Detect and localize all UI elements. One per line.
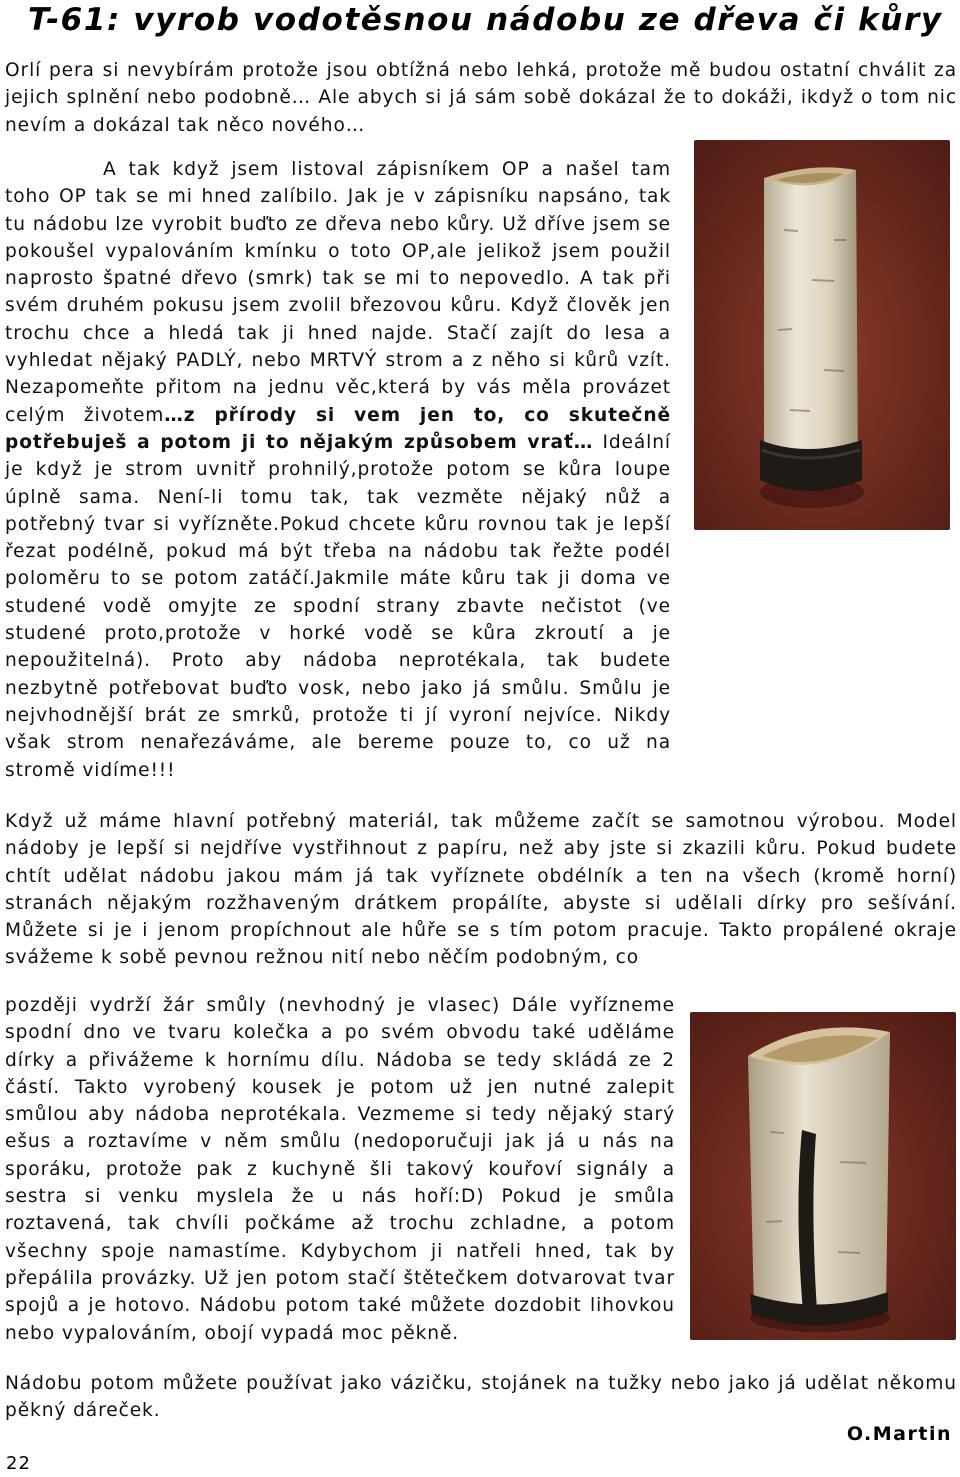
story-text-b: Ideální je když je strom uvnitř prohnilý,protože potom se kůra loupe úplně sama. Není-li tomu tak, tak vezměte nějaký nůž a potřebný tvar si vyřízněte.Pokud chcete kůru rovnou tak je lepší řezat podélně, pokud má být třeba na nádobu tak řežte podél poloměru to se potom zatáčí.Jakmile máte kůru tak ji doma ve studené vodě omyjte ze spodní strany zbavte nečistot (ve studené proto,protože v horké vodě se kůra zkroutí a je nepoužitelná). Proto aby nádoba neprotékala, tak budete nezbytně potřebovat buďto vosk, nebo jako já smůlu. Smůlu je nejvhodnější brát ze smrků, protože ti jí vyroní nejvíce. Nikdy však strom nenařezáváme, ale bereme pouze to, co už na stromě vidíme!!! <box>5 431 671 781</box>
intro-paragraph: Orlí pera si nevybírám protože jsou obtížná nebo lehká, protože mě budou ostatní chválit za jejich splnění nebo podobně… Ale abych si já sám sobě dokázal že to dokáži, ikdyž o tom nic nevím a dokázal tak něco nového… <box>5 60 957 136</box>
page-number: 22 <box>6 1453 31 1474</box>
page-title: T-61: vyrob vodotěsnou nádobu ze dřeva či kůry <box>28 2 943 38</box>
story-text-a: A tak když jsem listoval zápisníkem OP a našel tam toho OP tak se mi hned zalíbilo. Jak je v zápisníku napsáno, tak tu nádobu lze vyrobit buďto ze dřeva nebo kůry. Už dříve jsem se pokoušel vypalováním kmínku o toto OP,ale jelikož jsem použil naprosto špatné dřevo (smrk) tak se mi to nepovedlo. A tak při svém druhém pokusu jsem zvolil březovou kůru. Když člověk jen trochu chce a hledá tak ji hned najde. Stačí zajít do lesa a vyhledat nějaký PADLÝ, nebo MRTVÝ strom a z něho si kůrů vzít. Nezapomeňte přitom na jednu věc,která by vás měla provázet celým životem <box>5 159 671 426</box>
bark-vessel-seam-illustration <box>690 1012 956 1340</box>
bark-container-photo-front <box>694 140 950 530</box>
bark-vessel-front-illustration <box>694 140 950 530</box>
sealing-paragraph: později vydrží žár smůly (nevhodný je vlasec) Dále vyřízneme spodní dno ve tvaru kolečka a po svém obvodu také uděláme dírky a přivážeme k hornímu dílu. Nádoba se tedy skládá ze 2 částí. Takto vyrobený kousek je potom už jen nutné zalepit smůlou aby nádoba neprotékala. Vezmeme si tedy nějaký starý ešus a roztavíme v něm smůlu (nedoporučuji jak já u nás na sporáku, protože pak z kuchyně šli takový kouřoví signály a sestra si venku myslela že u nás hoří:D) Pokud je smůla roztavená, tak chvíli počkáme až trochu zchladne, a potom všechny spoje namastíme. Kdybychom ji natřeli hned, tak by přepálila provázky. Už jen potom stačí štětečkem dotvarovat tvar spojů a je hotovo. Nádobu potom také můžete dozdobit lihovkou nebo vypalováním, obojí vypadá moc pěkně. <box>5 995 675 1344</box>
nature-motto: …z přírody si vem jen to, co skutečně potřebuješ a potom ji to nějakým způsobem vrať… <box>5 404 671 453</box>
story-paragraph <box>5 156 671 784</box>
bark-container-photo-seam <box>690 1012 956 1340</box>
usage-paragraph: Nádobu potom můžete používat jako vázičku, stojánek na tužky nebo jako já udělat někomu pěkný dáreček. <box>5 1373 957 1422</box>
author-signature: O.Martin <box>846 1423 952 1445</box>
production-paragraph: Když už máme hlavní potřebný materiál, tak můžeme začít se samotnou výrobou. Model nádoby je lepší si nejdříve vystřihnout z papíru, než aby jste si zkazili kůru. Pokud budete chtít udělat nádobu jakou mám já tak vyříznete obdélník a ten na všech (kromě horní) stranách nějakým rozžhaveným drátkem propálíte, abyste si udělali dírky pro sešívání. Můžete si je i jenom propíchnout ale hůře se s tím potom pracuje. Takto propálené okraje svážeme k sobě pevnou režnou nití nebo něčím podobným, co <box>5 811 957 969</box>
